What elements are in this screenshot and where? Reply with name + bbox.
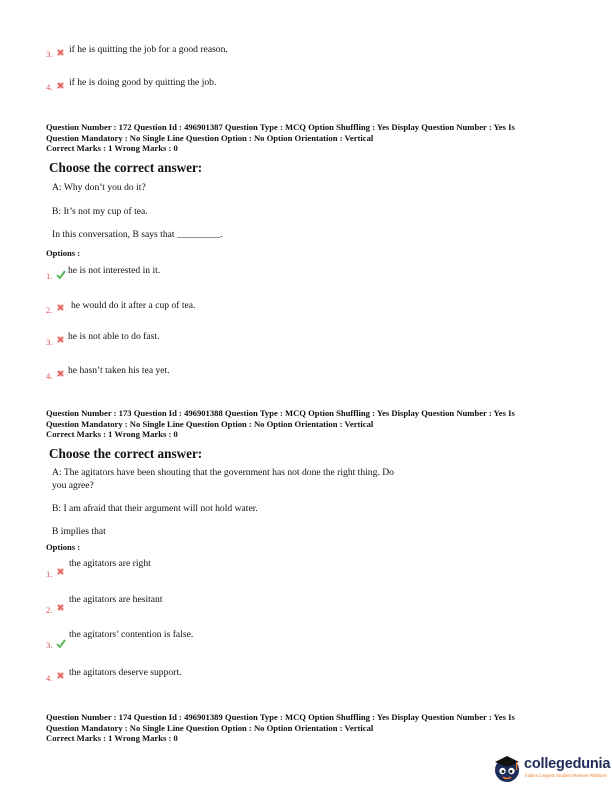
- option-text: he hasn’t taken his tea yet.: [68, 365, 170, 376]
- question-meta: [46, 408, 586, 440]
- question-heading: Choose the correct answer:: [49, 160, 203, 175]
- option-text: he is not able to do fast.: [68, 331, 160, 342]
- option-row: [46, 629, 346, 651]
- wrong-mark-icon: [57, 49, 64, 56]
- option-number: 3.: [46, 49, 53, 59]
- question-heading: Choose the correct answer:: [49, 446, 203, 461]
- question-line: A: Why don’t you do it?: [52, 182, 146, 193]
- wrong-mark-icon: [57, 370, 64, 377]
- logo-brand-name: collegedunia: [524, 756, 611, 772]
- option-number: 4.: [46, 673, 53, 683]
- option-number: 4.: [46, 371, 53, 381]
- question-meta: [46, 122, 586, 154]
- meta-line: Question Number : 173 Question Id : 496901388 Question Type : MCQ Option Shuffling : Yes Display Question Number : Yes Is: [46, 408, 515, 418]
- question-line: B implies that: [52, 526, 106, 537]
- option-number: 2.: [46, 305, 53, 315]
- marks-line: Correct Marks : 1 Wrong Marks : 0: [46, 733, 178, 744]
- meta-line: Question Mandatory : No Single Line Question Option : No Option Orientation : Vertical: [46, 722, 374, 733]
- wrong-mark-icon: [57, 82, 64, 89]
- marks-line: Correct Marks : 1 Wrong Marks : 0: [46, 143, 178, 154]
- option-row: [46, 331, 346, 347]
- question-meta: [46, 712, 586, 744]
- option-number: 1.: [46, 271, 53, 281]
- question-line: B: I am afraid that their argument will not hold water.: [52, 503, 258, 514]
- option-text: he is not interested in it.: [68, 265, 161, 276]
- question-line: you agree?: [52, 480, 94, 491]
- option-number: 2.: [46, 605, 53, 615]
- option-row: [46, 365, 346, 381]
- option-number: 3.: [46, 640, 53, 650]
- wrong-mark-icon: [57, 568, 64, 575]
- option-text: the agitators are hesitant: [69, 594, 163, 605]
- option-text: the agitators are right: [69, 558, 151, 569]
- marks-line: Correct Marks : 1 Wrong Marks : 0: [46, 429, 178, 440]
- option-number: 1.: [46, 569, 53, 579]
- correct-check-icon: [56, 639, 66, 648]
- option-text: he would do it after a cup of tea.: [71, 300, 196, 311]
- logo-tagline: India's Largest Student Review Platform: [525, 773, 607, 778]
- collegedunia-logo: [492, 750, 611, 786]
- option-number: 3.: [46, 337, 53, 347]
- option-row: [46, 667, 346, 683]
- question-line: B: It’s not my cup of tea.: [52, 206, 148, 217]
- options-label: Options :: [46, 248, 81, 258]
- option-text: the agitators’ contention is false.: [69, 629, 194, 640]
- option-row: [46, 594, 346, 614]
- option-row: [46, 265, 346, 281]
- options-label: Options :: [46, 542, 81, 552]
- wrong-mark-icon: [57, 304, 64, 311]
- correct-check-icon: [56, 270, 66, 279]
- meta-line: Question Mandatory : No Single Line Question Option : No Option Orientation : Vertical: [46, 418, 374, 429]
- option-text: if he is quitting the job for a good reason.: [69, 44, 228, 55]
- option-row: [46, 44, 346, 58]
- option-row: [46, 77, 346, 91]
- meta-line: Question Mandatory : No Single Line Question Option : No Option Orientation : Vertical: [46, 132, 374, 143]
- wrong-mark-icon: [57, 604, 64, 611]
- option-text: the agitators deserve support.: [69, 667, 182, 678]
- meta-line: Question Number : 174 Question Id : 496901389 Question Type : MCQ Option Shuffling : Yes Display Question Number : Yes Is: [46, 712, 515, 722]
- wrong-mark-icon: [57, 672, 64, 679]
- option-row: [46, 300, 346, 316]
- question-line: A: The agitators have been shouting that the government has not done the right thing. Do: [52, 467, 394, 478]
- option-row: [46, 558, 346, 578]
- option-number: 4.: [46, 82, 53, 92]
- wrong-mark-icon: [57, 336, 64, 343]
- question-line: In this conversation, B says that _________.: [52, 229, 223, 240]
- option-text: if he is doing good by quitting the job.: [69, 77, 217, 88]
- meta-line: Question Number : 172 Question Id : 496901387 Question Type : MCQ Option Shuffling : Yes Display Question Number : Yes Is: [46, 122, 515, 132]
